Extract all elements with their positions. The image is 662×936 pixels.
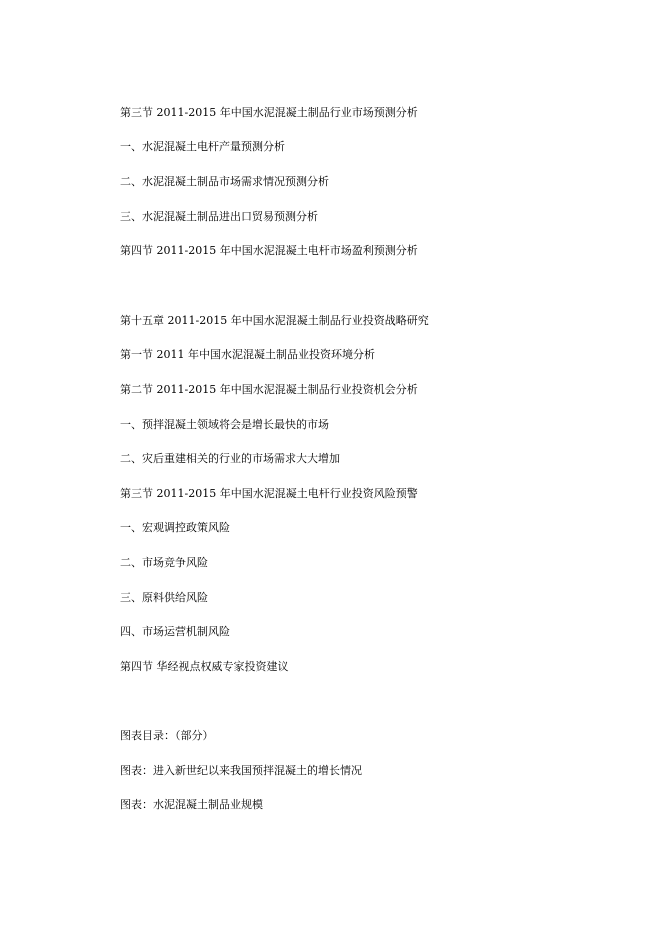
figure-list-heading: 图表目录：（部分） xyxy=(120,729,214,742)
list-item: 一、宏观调控政策风险 xyxy=(120,521,230,534)
figure-list-item: 图表：水泥混凝土制品业规模 xyxy=(120,798,263,811)
figure-list-item: 图表：进入新世纪以来我国预拌混凝土的增长情况 xyxy=(120,764,362,777)
list-item: 二、灾后重建相关的行业的市场需求大大增加 xyxy=(120,452,340,465)
list-item: 一、预拌混凝土领域将会是增长最快的市场 xyxy=(120,418,329,431)
list-item: 四、市场运营机制风险 xyxy=(120,625,230,638)
list-item: 三、水泥混凝土制品进出口贸易预测分析 xyxy=(120,210,318,223)
section-heading: 第二节 2011-2015 年中国水泥混凝土制品行业投资机会分析 xyxy=(120,383,418,396)
section-heading: 第四节 华经视点权威专家投资建议 xyxy=(120,660,289,673)
list-item: 三、原料供给风险 xyxy=(120,591,208,604)
section-heading: 第三节 2011-2015 年中国水泥混凝土电杆行业投资风险预警 xyxy=(120,487,418,500)
chapter-heading: 第十五章 2011-2015 年中国水泥混凝土制品行业投资战略研究 xyxy=(120,314,429,327)
list-item: 二、市场竞争风险 xyxy=(120,556,208,569)
section-heading: 第一节 2011 年中国水泥混凝土制品业投资环境分析 xyxy=(120,348,375,361)
list-item: 二、水泥混凝土制品市场需求情况预测分析 xyxy=(120,175,329,188)
section-heading: 第三节 2011-2015 年中国水泥混凝土制品行业市场预测分析 xyxy=(120,106,418,119)
list-item: 一、水泥混凝土电杆产量预测分析 xyxy=(120,140,285,153)
section-heading: 第四节 2011-2015 年中国水泥混凝土电杆市场盈利预测分析 xyxy=(120,244,418,257)
